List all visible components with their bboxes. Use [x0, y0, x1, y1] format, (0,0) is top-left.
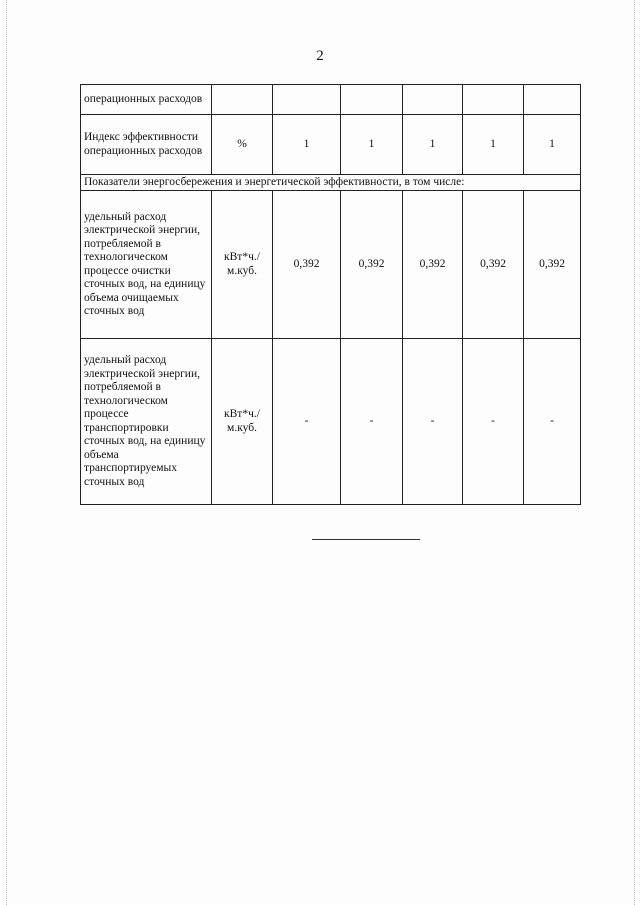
table-row	[81, 115, 581, 175]
end-of-document-rule	[312, 539, 420, 540]
table-row	[81, 191, 581, 339]
value-cell: 0,392	[403, 191, 463, 339]
value-cell: 0,392	[273, 191, 341, 339]
row-name-cell: удельный расход электрической энергии, потребляемой в технологическом процессе транспортировки сточных вод, на единицу объема транспортируемых сточных вод	[81, 339, 212, 505]
row-name-cell: удельный расход электрической энергии, потребляемой в технологическом процессе очистки сточных вод, на единицу объема очищаемых сточных вод	[81, 191, 212, 339]
unit-cell: кВт*ч./м.куб.	[212, 191, 273, 339]
value-cell: -	[463, 339, 524, 505]
unit-cell: кВт*ч./м.куб.	[212, 339, 273, 505]
value-cell: -	[403, 339, 463, 505]
page-number: 2	[316, 48, 324, 64]
value-cell: 1	[273, 115, 341, 175]
value-cell	[341, 85, 403, 115]
value-cell: 1	[403, 115, 463, 175]
value-cell: 1	[341, 115, 403, 175]
value-cell: 1	[463, 115, 524, 175]
value-cell	[403, 85, 463, 115]
value-cell	[273, 85, 341, 115]
table-row	[81, 85, 581, 115]
value-cell: 0,392	[524, 191, 581, 339]
unit-cell: %	[212, 115, 273, 175]
value-cell	[463, 85, 524, 115]
unit-cell	[212, 85, 273, 115]
value-cell: -	[273, 339, 341, 505]
row-name-cell: Индекс эффективности операционных расходов	[81, 115, 212, 175]
indicators-table	[80, 84, 581, 505]
value-cell	[524, 85, 581, 115]
value-cell: -	[524, 339, 581, 505]
row-name-cell: операционных расходов	[81, 85, 212, 115]
section-heading: Показатели энергосбережения и энергетической эффективности, в том числе:	[81, 175, 581, 191]
value-cell: 1	[524, 115, 581, 175]
value-cell: 0,392	[463, 191, 524, 339]
value-cell: -	[341, 339, 403, 505]
value-cell: 0,392	[341, 191, 403, 339]
scan-edge-left	[6, 0, 8, 905]
scan-edge-right	[634, 0, 636, 905]
table-row	[81, 339, 581, 505]
table-section-row	[81, 175, 581, 191]
